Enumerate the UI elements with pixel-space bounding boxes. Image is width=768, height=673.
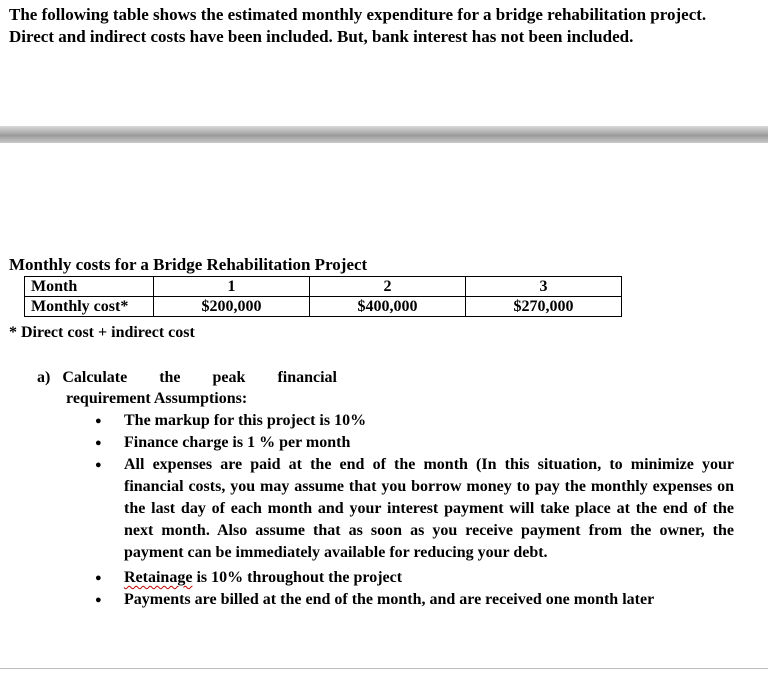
assumption-markup: The markup for this project is 10%	[124, 412, 367, 429]
header-cell-3: 3	[466, 277, 622, 297]
question-word: Calculate	[62, 369, 128, 386]
monthly-costs-table	[24, 276, 622, 317]
table-row	[25, 297, 622, 317]
question-word: the	[159, 369, 181, 386]
table-header-row	[25, 277, 622, 297]
list-item	[0, 410, 734, 432]
page-bottom-edge	[0, 668, 768, 669]
cost-month-2: $400,000	[310, 297, 466, 317]
intro-paragraph: The following table shows the estimated monthly expenditure for a bridge rehabilitation project. Direct and indirect costs have been included. But, bank interest has not been included.	[9, 5, 707, 46]
question-word: peak	[212, 369, 246, 386]
table-footnote: * Direct cost + indirect cost	[9, 324, 195, 341]
list-item	[0, 567, 734, 589]
row-label-monthly-cost: Monthly cost*	[25, 297, 154, 317]
cost-month-3: $270,000	[466, 297, 622, 317]
question-line-2: requirement Assumptions:	[66, 390, 248, 407]
header-cell-month: Month	[25, 277, 154, 297]
question-marker: a)	[37, 369, 51, 386]
question-word: financial	[277, 369, 337, 386]
cost-month-1: $200,000	[154, 297, 310, 317]
table-title: Monthly costs for a Bridge Rehabilitation Project	[9, 255, 368, 274]
page-separator	[0, 126, 768, 143]
list-item	[0, 589, 734, 611]
assumption-finance-charge: Finance charge is 1 % per month	[124, 434, 351, 451]
question-line-1	[37, 369, 337, 387]
assumption-expenses: All expenses are paid at the end of the month (In this situation, to minimize your financial costs, you may assume that you borrow money to pay the monthly expenses on the last day of each month and your interest payment will take place at the end of the next month. Also assume that as soon as you receive payment from the owner, the payment can be immediately available for reducing your debt.	[124, 456, 734, 561]
assumption-retainage: is 10% throughout the project	[192, 569, 403, 586]
list-item	[0, 432, 734, 454]
header-cell-2: 2	[310, 277, 466, 297]
header-cell-1: 1	[154, 277, 310, 297]
spellcheck-word: Retainage	[124, 569, 193, 586]
assumptions-list	[0, 410, 734, 611]
list-item	[0, 454, 734, 564]
assumption-payments: Payments are billed at the end of the month, and are received one month later	[124, 591, 655, 608]
